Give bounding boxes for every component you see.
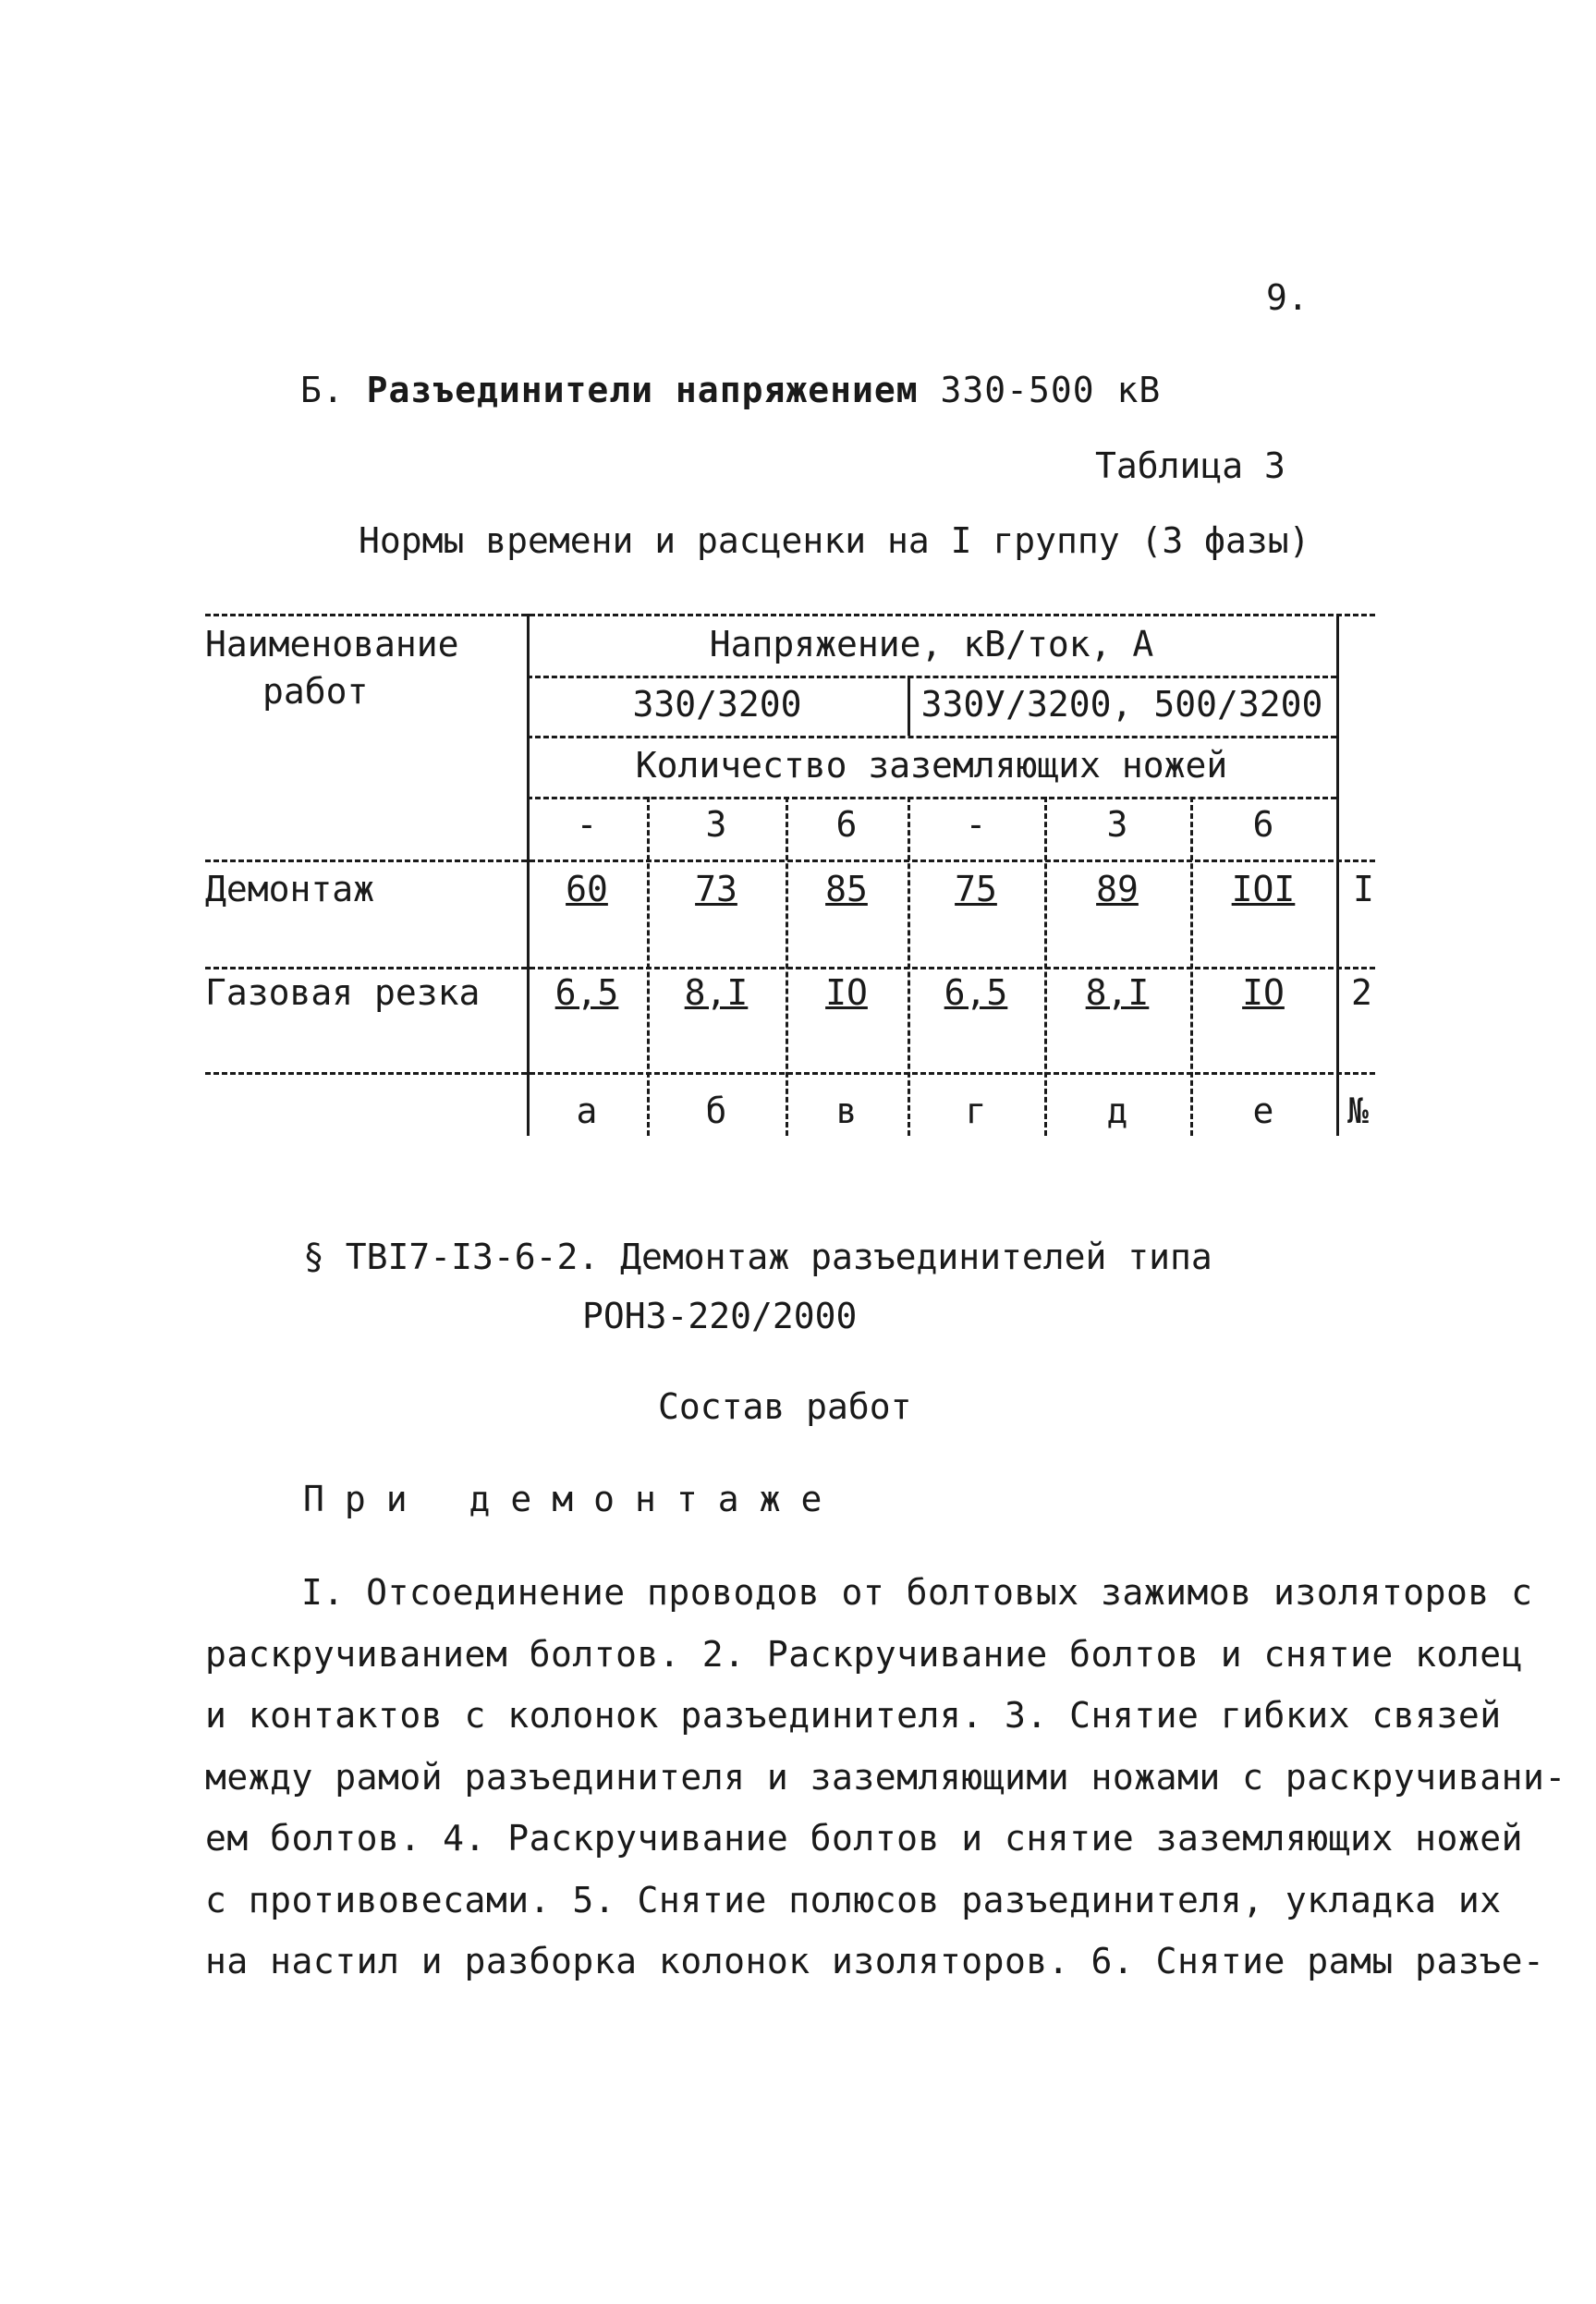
table-rule-top: [205, 614, 1375, 616]
paragraph-heading: § ТВI7-I3-6-2. Демонтаж разъединителей типа: [303, 1237, 1212, 1277]
section-heading-suffix: 330-500 кВ: [918, 370, 1162, 410]
group-1-header: 330/3200: [632, 684, 802, 725]
cell-value: IO: [825, 972, 868, 1013]
cell-value: IO: [1242, 972, 1285, 1013]
paragraph-heading-code: РОНЗ-220/2000: [582, 1296, 858, 1336]
table-caption: Нормы времени и расценки на I группу (3 фазы): [359, 520, 1310, 561]
table-cell: [647, 972, 786, 1013]
body-line: ем болтов. 4. Раскручивание болтов и снятие заземляющих ножей: [205, 1818, 1524, 1859]
column-letter: в: [835, 1091, 858, 1131]
col-header-work: Наименование: [205, 624, 459, 664]
cell-value: 8,I: [684, 972, 749, 1013]
section-heading-prefix: Б.: [300, 370, 367, 410]
table-cell: [527, 869, 647, 909]
column-letter: е: [1252, 1091, 1274, 1131]
table-vline-e-f: [1190, 797, 1193, 1136]
row-name-gas-cutting: Газовая резка: [205, 972, 481, 1013]
knives-header: Количество заземляющих ножей: [635, 745, 1228, 786]
page-number: 9.: [1266, 277, 1309, 318]
column-letter: а: [576, 1091, 598, 1131]
cell-value: 85: [825, 869, 868, 909]
body-line: между рамой разъединителя и заземляющими ножами с раскручивани-: [205, 1756, 1566, 1798]
body-line: I. Отсоединение проводов от болтовых зажимов изоляторов с: [301, 1572, 1533, 1613]
table-cell: [908, 869, 1044, 909]
knives-col-c: 6: [835, 804, 858, 845]
table-rule-row2: [205, 1072, 1375, 1075]
table-rule-subgroup: [527, 736, 1336, 738]
body-line: раскручиванием болтов. 2. Раскручивание болтов и снятие колец: [205, 1633, 1524, 1675]
table-vline-d-e: [1044, 797, 1047, 1136]
body-line: на настил и разборка колонок изоляторов. 6. Снятие рамы разъе-: [205, 1941, 1545, 1981]
section-heading-bold: Разъединители напряжением: [366, 370, 919, 410]
knives-col-f: 6: [1252, 804, 1274, 845]
body-line: с противовесами. 5. Снятие полюсов разъединителя, укладка их: [205, 1879, 1502, 1920]
cell-value: 73: [695, 869, 737, 909]
body-text: [205, 1562, 1566, 1993]
row-name-demount: Демонтаж: [205, 869, 375, 909]
table-vline-right: [1336, 614, 1339, 1136]
table-cell: [1190, 869, 1336, 909]
cell-value: 8,I: [1085, 972, 1150, 1013]
cell-value: 89: [1096, 869, 1139, 909]
voltage-header: Напряжение, кВ/ток, А: [709, 624, 1154, 664]
knives-col-e: 3: [1106, 804, 1128, 845]
knives-col-b: 3: [705, 804, 727, 845]
knives-col-a: -: [576, 804, 598, 845]
table-cell: [1044, 972, 1190, 1013]
table-rule-row1: [205, 967, 1375, 969]
number-symbol: №: [1347, 1091, 1369, 1131]
cell-value: 60: [566, 869, 608, 909]
cell-value: 75: [955, 869, 997, 909]
cell-value: 6,5: [554, 972, 619, 1013]
body-line: и контактов с колонок разъединителя. 3. Снятие гибких связей: [205, 1695, 1502, 1736]
table-cell: [908, 972, 1044, 1013]
table-rule-group: [527, 676, 1336, 678]
table-vline-c-d: [908, 797, 910, 1136]
table-cell: [786, 972, 908, 1013]
cell-value: 6,5: [944, 972, 1008, 1013]
cell-value: IOI: [1231, 869, 1296, 909]
table-rule-header-bottom: [205, 859, 1375, 862]
knives-col-d: -: [965, 804, 987, 845]
col-header-work-2: работ: [262, 671, 369, 712]
row-number: I: [1353, 869, 1374, 909]
table-cell: [786, 869, 908, 909]
work-composition-title: Состав работ: [658, 1386, 912, 1427]
row-number: 2: [1351, 972, 1372, 1013]
table-vline-a-b: [647, 797, 650, 1136]
section-heading: [300, 370, 1161, 410]
group-2-header: 330У/3200, 500/3200: [920, 684, 1323, 725]
demount-subtitle: При демонтаже: [303, 1479, 843, 1519]
column-letter: б: [705, 1091, 727, 1131]
table-cell: [1190, 972, 1336, 1013]
table-cell: [647, 869, 786, 909]
column-letter: г: [965, 1091, 987, 1131]
table-cell: [527, 972, 647, 1013]
table-label: Таблица 3: [1095, 445, 1285, 486]
table-vline-b-c: [786, 797, 788, 1136]
column-letter: д: [1106, 1091, 1128, 1131]
table-cell: [1044, 869, 1190, 909]
